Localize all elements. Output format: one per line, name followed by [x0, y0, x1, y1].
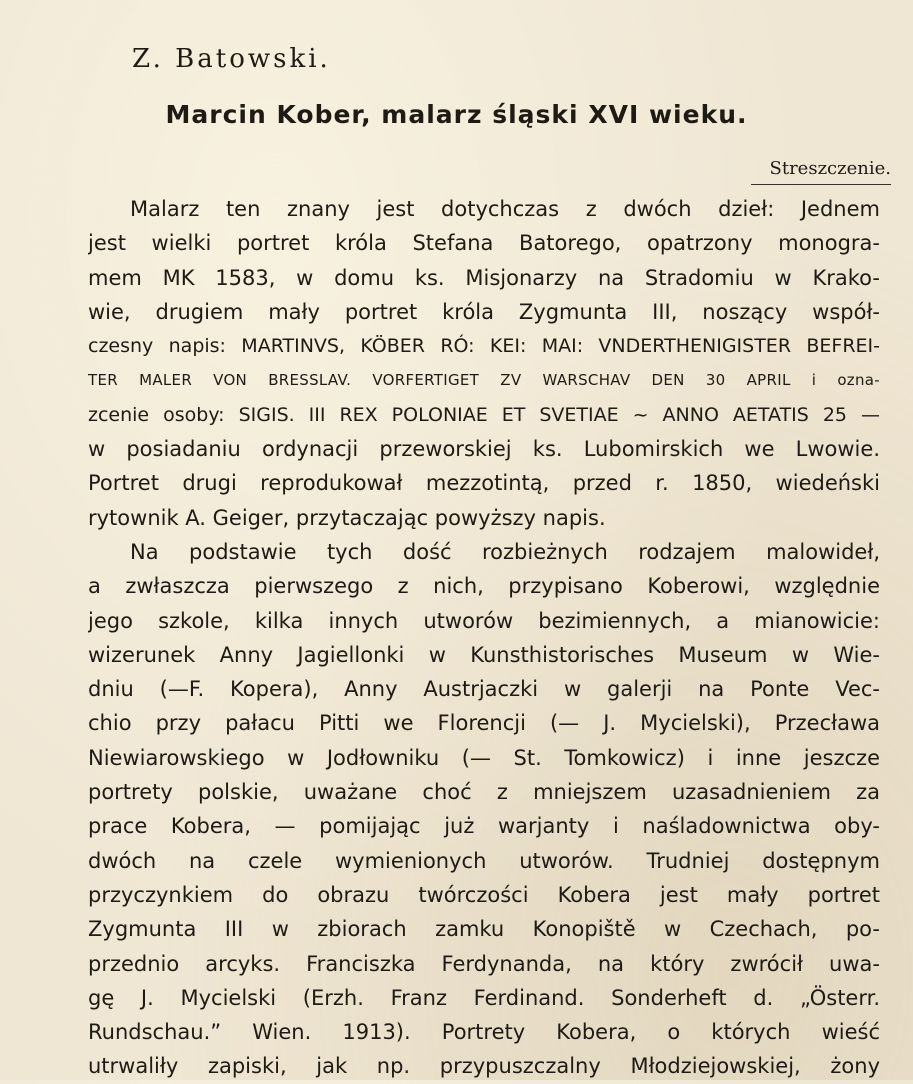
- text-line: rytownik A. Geiger, przytaczając powyższy napis.: [88, 505, 606, 530]
- text-line: Rundschau.” Wien. 1913). Portrety Kobera, o których wieść: [88, 1020, 880, 1045]
- text-line: wizerunek Anny Jagiellonki w Kunsthistorisches Museum w Wie-: [88, 642, 880, 667]
- text-line: Niewiarowskiego w Jodłowniku (— St. Tomkowicz) i inne jeszcze: [88, 745, 880, 770]
- text-line: dwóch na czele wymienionych utworów. Trudniej dostępnym: [88, 848, 880, 873]
- body-text: [88, 192, 880, 1084]
- article-title: Marcin Kober, malarz śląski XVI wieku.: [165, 100, 748, 129]
- summary-label: Streszczenie.: [769, 158, 891, 179]
- text-line: w posiadaniu ordynacji przeworskiej ks. Lubomirskich we Lwowie.: [88, 437, 880, 462]
- author-name: Z. Batowski.: [132, 44, 331, 74]
- text-line: wie, drugiem mały portret króla Zygmunta III, noszący współ-: [88, 299, 880, 324]
- summary-underline: [751, 184, 891, 185]
- text-line: prace Kobera, — pomijając już warjanty i naśladownictwa oby-: [88, 814, 880, 839]
- text-line: przednio arcyks. Franciszka Ferdynanda, na który zwrócił uwa-: [88, 951, 880, 976]
- text-line: mem MK 1583, w domu ks. Misjonarzy na Stradomiu w Krako-: [88, 265, 880, 290]
- text-line: TER MALER VON BRESSLAV. VORFERTIGET ZV WARSCHAV DEN 30 APRIL i ozna-: [88, 371, 880, 390]
- text-line: Portret drugi reprodukował mezzotintą, przed r. 1850, wiedeński: [88, 471, 880, 496]
- text-line: jest wielki portret króla Stefana Batorego, opatrzony monogra-: [88, 231, 880, 256]
- text-line: zcenie osoby: SIGIS. III REX POLONIAE ET SVETIAE ~ ANNO AETATIS 25 —: [88, 403, 880, 426]
- text-line: gę J. Mycielski (Erzh. Franz Ferdinand. Sonderheft d. „Österr.: [88, 985, 880, 1010]
- text-line: Na podstawie tych dość rozbieżnych rodzajem malowideł,: [130, 539, 880, 564]
- text-line: jego szkole, kilka innych utworów bezimiennych, a mianowicie:: [88, 608, 880, 633]
- text-line: przyczynkiem do obrazu twórczości Kobera jest mały portret: [88, 882, 880, 907]
- text-line: portrety polskie, uważane choć z mniejszem uzasadnieniem za: [88, 780, 880, 805]
- text-line: utrwaliły zapiski, jak np. przypuszczalny Młodziejowskiej, żony: [88, 1054, 880, 1079]
- text-line: Zygmunta III w zbiorach zamku Konopiště w Czechach, po-: [88, 917, 880, 942]
- text-line: Malarz ten znany jest dotychczas z dwóch dzieł: Jednem: [130, 197, 880, 221]
- text-line: czesny napis: MARTINVS, KÖBER RÓ: KEI: MAI: VNDERTHENIGISTER BEFREI-: [88, 335, 880, 358]
- text-line: a zwłaszcza pierwszego z nich, przypisano Koberowi, względnie: [88, 574, 880, 599]
- text-line: dniu (—F. Kopera), Anny Austrjaczki w galerji na Ponte Vec-: [88, 677, 880, 702]
- text-line: chio przy pałacu Pitti we Florencji (— J. Mycielski), Przecława: [88, 711, 880, 736]
